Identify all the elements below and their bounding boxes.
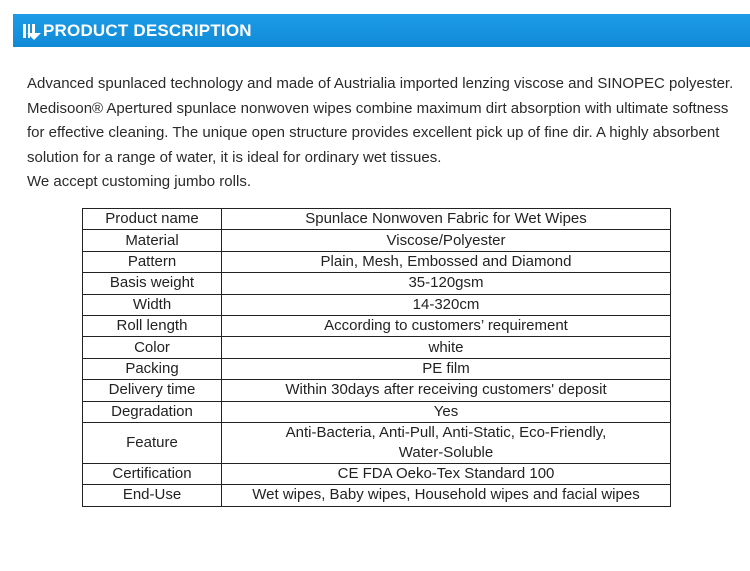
spec-label: Certification	[83, 463, 222, 484]
spec-value	[222, 422, 671, 463]
spec-value: Within 30days after receiving customers' deposit	[222, 380, 671, 401]
spec-value: 14-320cm	[222, 294, 671, 315]
table-row	[83, 337, 671, 358]
table-row	[83, 358, 671, 379]
table-row	[83, 209, 671, 230]
table-row	[83, 463, 671, 484]
spec-label: Product name	[83, 209, 222, 230]
table-row	[83, 401, 671, 422]
spec-label: Basis weight	[83, 273, 222, 294]
table-row	[83, 273, 671, 294]
feature-line-2: Water-Soluble	[398, 443, 494, 461]
spec-label: End-Use	[83, 485, 222, 506]
spec-label: Degradation	[83, 401, 222, 422]
banner-notch-icon	[27, 33, 41, 40]
spec-label: Width	[83, 294, 222, 315]
spec-label: Material	[83, 230, 222, 251]
spec-value: Wet wipes, Baby wipes, Household wipes and facial wipes	[222, 485, 671, 506]
spec-value: Plain, Mesh, Embossed and Diamond	[222, 251, 671, 272]
spec-table	[82, 208, 671, 507]
table-row	[83, 251, 671, 272]
spec-label: Pattern	[83, 251, 222, 272]
spec-value: Spunlace Nonwoven Fabric for Wet Wipes	[222, 209, 671, 230]
spec-label: Packing	[83, 358, 222, 379]
spec-value: CE FDA Oeko-Tex Standard 100	[222, 463, 671, 484]
table-row	[83, 315, 671, 336]
intro-note: We accept customing jumbo rolls.	[27, 173, 251, 190]
table-row	[83, 485, 671, 506]
spec-label: Feature	[83, 422, 222, 463]
spec-label: Roll length	[83, 315, 222, 336]
spec-value: white	[222, 337, 671, 358]
triple-bar-icon	[23, 14, 37, 47]
banner-title: PRODUCT DESCRIPTION	[43, 20, 252, 40]
spec-value: Yes	[222, 401, 671, 422]
table-row	[83, 380, 671, 401]
feature-line-1: Anti-Bacteria, Anti-Pull, Anti-Static, Eco-Friendly,	[285, 423, 607, 441]
section-banner	[13, 14, 750, 47]
spec-label: Color	[83, 337, 222, 358]
intro-text	[27, 72, 739, 195]
spec-value: 35-120gsm	[222, 273, 671, 294]
spec-value: PE film	[222, 358, 671, 379]
table-row	[83, 422, 671, 463]
intro-paragraph: Advanced spunlaced technology and made of Austrialia imported lenzing viscose and SINOPEC polyester. Medisoon® Apertured spunlace nonwoven wipes combine maximum dirt absorption with ultimate softness for effective cleaning. The unique open structure provides excellent pick up of fine dir. A highly absorbent solution for a range of water, it is ideal for ordinary wet tissues.	[27, 75, 734, 166]
spec-label: Delivery time	[83, 380, 222, 401]
table-row	[83, 294, 671, 315]
table-row	[83, 230, 671, 251]
spec-value: Viscose/Polyester	[222, 230, 671, 251]
spec-value: According to customers’ requirement	[222, 315, 671, 336]
